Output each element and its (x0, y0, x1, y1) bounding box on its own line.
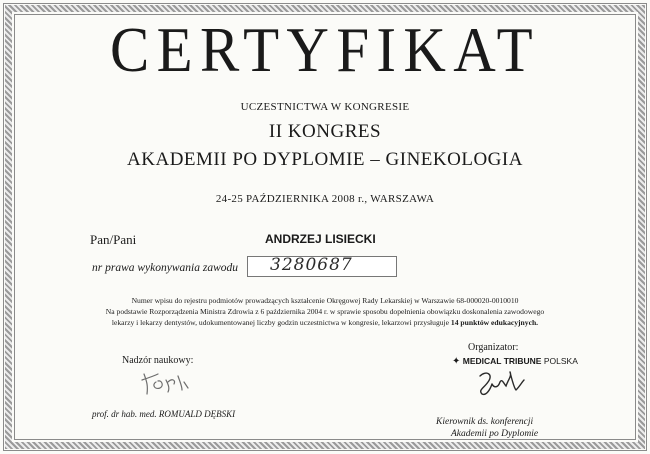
registry-text: Numer wpisu do rejestru podmiotów prowadzących kształcenie Okręgowej Rady Lekarskiej w Warszawie 68-000020-0010010 (131, 296, 519, 305)
education-points-count: 14 (450, 318, 459, 327)
certificate-title: CERTYFIKAT (110, 14, 540, 85)
logo-main-text: MEDICAL TRIBUNE (462, 356, 542, 366)
logo-sub-text: POLSKA (543, 356, 578, 366)
event-date-place: 24-25 PAŹDZIERNIKA 2008 r., WARSZAWA (215, 193, 435, 205)
manager-signature (470, 366, 530, 400)
regulation-text-line2 (0, 318, 650, 327)
organizer-label: Organizator: (468, 342, 519, 353)
event-name-line1: II KONGRES (268, 121, 382, 142)
manager-title-line1: Kierownik ds. konferencji (436, 417, 534, 427)
regulation-text-a: lekarzy i lekarzy dentystów, udokumentowanej liczby godzin uczestnictwa w kongresie, lekarzowi przysługuje (111, 318, 450, 327)
event-name-line2: AKADEMII PO DYPLOMIE – GINEKOLOGIA (127, 149, 523, 170)
license-number: 3280687 (270, 255, 353, 275)
logo-mark-icon: ✦ (452, 356, 461, 367)
supervisor-label: Nadzór naukowy: (122, 355, 194, 366)
manager-title-line2: Akademii po Dyplomie (451, 429, 539, 439)
recipient-name: ANDRZEJ LISIECKI (265, 232, 376, 246)
education-points-label: punktów edukacyjnych. (460, 318, 539, 327)
recipient-label: Pan/Pani (90, 232, 137, 247)
license-label: nr prawa wykonywania zawodu (92, 262, 238, 274)
certificate-subtitle: UCZESTNICTWA W KONGRESIE (240, 101, 410, 113)
supervisor-name: prof. dr hab. med. ROMUALD DĘBSKI (92, 409, 236, 419)
supervisor-signature (138, 368, 198, 398)
regulation-text-line1: Na podstawie Rozporządzenia Ministra Zdrowia z 6 października 2004 r. w sprawie sposobu dopełnienia obowiązku doskonalenia zawodowego (105, 307, 545, 316)
